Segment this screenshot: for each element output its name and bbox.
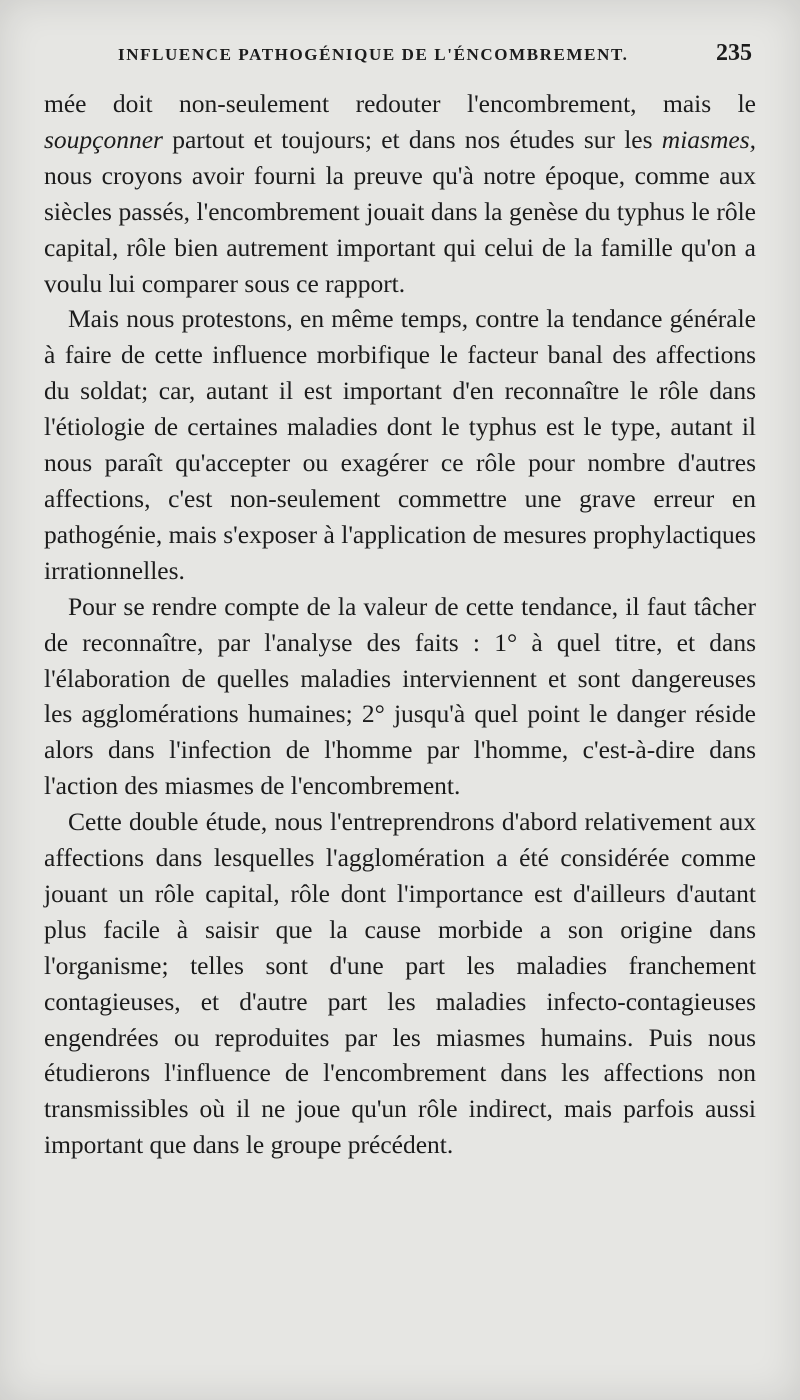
running-title: INFLUENCE PATHOGÉNIQUE DE L'ÉNCOMBREMENT. xyxy=(118,45,629,64)
page-header xyxy=(118,40,752,74)
paragraph: Cette double étude, nous l'entreprendrons d'abord relativement aux affections dans lesquelles l'agglomération a été considérée comme jouant un rôle capital, rôle dont l'importance est d'ailleurs d'autant plus facile à saisir que la cause morbide a son origine dans l'organisme; telles sont d'une part les maladies franchement contagieuses, et d'autre part les maladies infecto-contagieuses engendrées ou reproduites par les miasmes humains. Puis nous étudierons l'influence de l'encombrement dans les affections non transmissibles où il ne joue qu'un rôle indirect, mais parfois aussi important que dans le groupe précédent. xyxy=(44,807,756,1160)
body-text xyxy=(44,86,756,1163)
paragraph-continuation xyxy=(44,86,756,301)
italic-term: miasmes, xyxy=(661,124,756,154)
page-number: 235 xyxy=(716,40,752,66)
paragraph-text: partout et toujours; et dans nos études sur les xyxy=(162,124,662,154)
paragraph: Pour se rendre compte de la valeur de cette tendance, il faut tâcher de reconnaître, par l'analyse des faits : 1° à quel titre, et dans l'élaboration de quelles maladies interviennent et sont dangereuses les agglomérations humaines; 2° jusqu'à quel point le danger réside alors dans l'infection de l'homme par l'homme, c'est-à-dire dans l'action des miasmes de l'encombrement. xyxy=(44,591,756,801)
paragraph-text: nous croyons avoir fourni la preuve qu'à notre époque, comme aux siècles passés, l'encombrement jouait dans la genèse du typhus le rôle capital, rôle bien autrement important qui celui de la famille qu'on a voulu lui comparer sous ce rapport. xyxy=(44,160,756,298)
italic-term: soupçonner xyxy=(44,124,163,154)
paragraph: Mais nous protestons, en même temps, contre la tendance générale à faire de cette influence morbifique le facteur banal des affections du soldat; car, autant il est important d'en reconnaître le rôle dans l'étiologie de certaines maladies dont le typhus est le type, autant il nous paraît qu'accepter ou exagérer ce rôle pour nombre d'autres affections, c'est non-seulement commettre une grave erreur en pathogénie, mais s'exposer à l'application de mesures prophylactiques irrationnelles. xyxy=(44,304,756,585)
paragraph-text: mée doit non-seulement redouter l'encombrement, mais le xyxy=(44,89,756,118)
